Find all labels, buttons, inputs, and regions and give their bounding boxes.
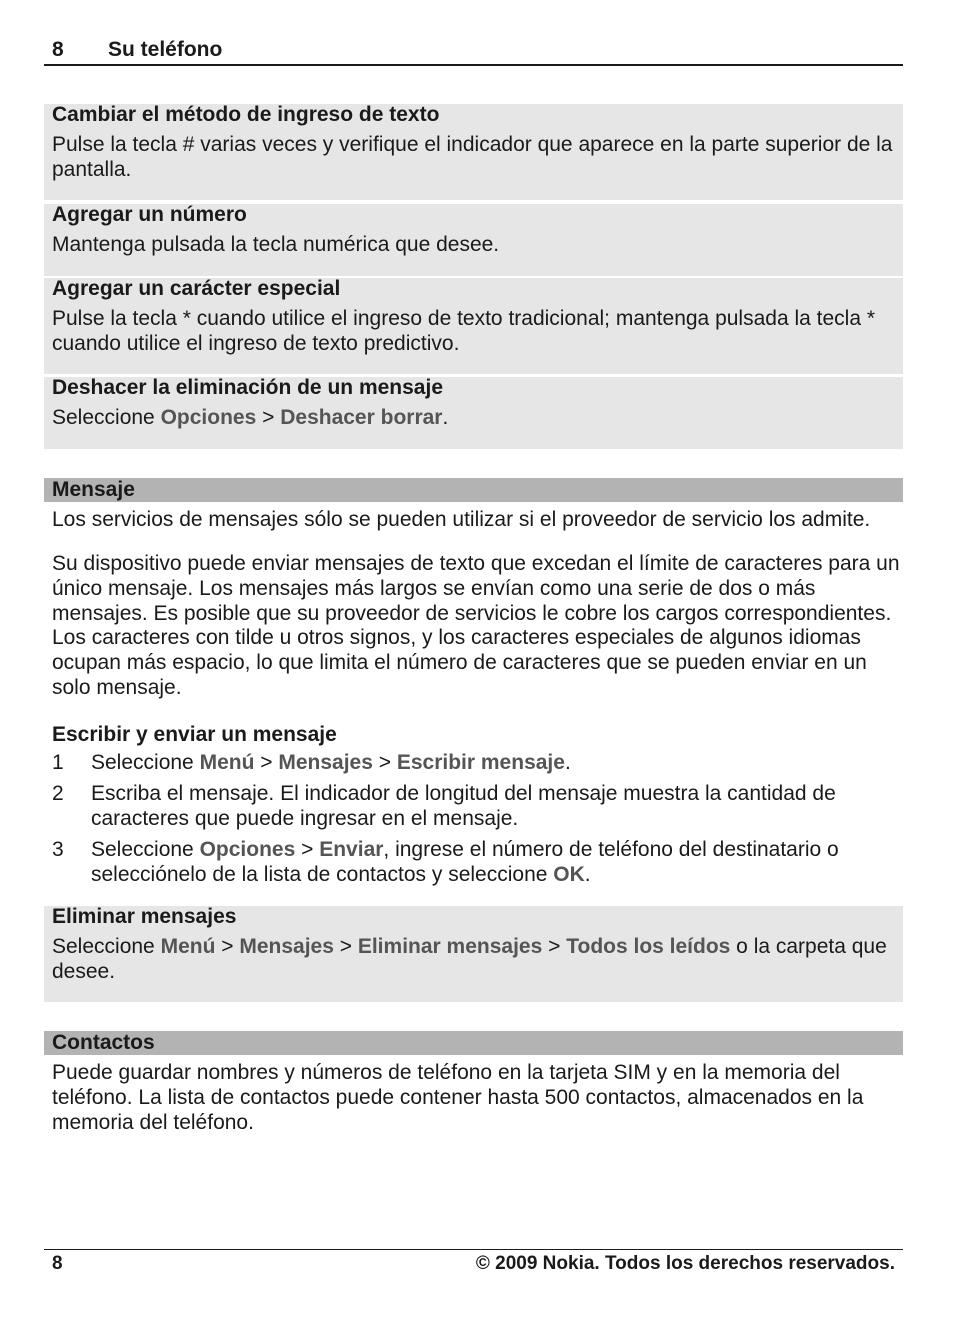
- body-text: , ingrese el número de teléfono del destinatario o selecciónelo de la lista de contactos y seleccione: [91, 838, 839, 886]
- body-text: Seleccione: [52, 935, 161, 958]
- ui-command-ok: OK: [553, 863, 585, 886]
- ui-command-escribir-mensaje: Escribir mensaje: [396, 751, 565, 774]
- path-separator: >: [542, 935, 567, 958]
- running-header: [44, 36, 903, 66]
- body-text: o la carpeta que desee.: [52, 935, 887, 983]
- ui-command-opciones: Opciones: [199, 838, 296, 861]
- tip-body: [52, 934, 895, 984]
- paragraph: Los servicios de mensajes sólo se pueden utilizar si el proveedor de servicio los admite.: [52, 508, 871, 531]
- section-heading-contactos: [44, 1031, 903, 1055]
- section-heading-text: Contactos: [52, 1031, 155, 1054]
- tip-eliminar-mensajes: [44, 906, 903, 1002]
- body-text: .: [584, 863, 591, 886]
- body-text: Seleccione: [52, 406, 161, 429]
- ui-command-mensajes: Mensajes: [278, 751, 373, 774]
- step-number: 3: [52, 838, 64, 861]
- path-separator: >: [295, 838, 320, 861]
- tip-body: [52, 405, 895, 430]
- body-text: .: [442, 406, 449, 429]
- path-separator: >: [215, 935, 240, 958]
- tip-title: Deshacer la eliminación de un mensaje: [52, 376, 443, 399]
- ui-command-enviar: Enviar: [319, 838, 384, 861]
- path-separator: >: [333, 935, 358, 958]
- body-text: Seleccione: [91, 838, 200, 861]
- step-text: [91, 750, 901, 775]
- tip-cambiar-metodo: [44, 104, 903, 200]
- ui-command-menu: Menú: [199, 751, 255, 774]
- header-page-number: 8: [52, 38, 64, 61]
- ui-command-eliminar-mensajes: Eliminar mensajes: [357, 935, 543, 958]
- tip-deshacer-eliminacion: [44, 377, 903, 449]
- subheading: Escribir y enviar un mensaje: [52, 723, 337, 746]
- paragraph: Puede guardar nombres y números de teléfono en la tarjeta SIM y en la memoria del teléfono. La lista de contactos puede contener hasta 500 contactos, almacenados en la memoria del teléfono.: [52, 1061, 864, 1134]
- body-text: .: [564, 751, 571, 774]
- section-heading-mensaje: [44, 478, 903, 502]
- tip-agregar-numero: [44, 204, 903, 276]
- running-footer: [44, 1249, 903, 1274]
- step-number: 2: [52, 782, 64, 805]
- section-heading-text: Mensaje: [52, 478, 135, 501]
- tip-title: Eliminar mensajes: [52, 905, 237, 928]
- tip-body: Pulse la tecla * cuando utilice el ingreso de texto tradicional; mantenga pulsada la tecla * cuando utilice el ingreso de texto predictivo.: [52, 307, 876, 355]
- tip-body: Mantenga pulsada la tecla numérica que desee.: [52, 233, 500, 256]
- ui-command-deshacer-borrar: Deshacer borrar: [280, 406, 443, 429]
- tip-title: Agregar un carácter especial: [52, 277, 341, 300]
- body-text: Seleccione: [91, 751, 200, 774]
- tip-title: Cambiar el método de ingreso de texto: [52, 103, 440, 126]
- step-text: Escriba el mensaje. El indicador de longitud del mensaje muestra la cantidad de caracteres que puede ingresar en el mensaje.: [91, 782, 836, 830]
- step-number: 1: [52, 751, 64, 774]
- path-separator: >: [256, 406, 281, 429]
- path-separator: >: [254, 751, 279, 774]
- header-section-title: Su teléfono: [108, 38, 223, 61]
- ui-command-todos-los-leidos: Todos los leídos: [566, 935, 731, 958]
- path-separator: >: [372, 751, 397, 774]
- ui-command-opciones: Opciones: [160, 406, 257, 429]
- tip-body: Pulse la tecla # varias veces y verifique el indicador que aparece en la parte superior de la pantalla.: [52, 133, 893, 181]
- copyright-notice: © 2009 Nokia. Todos los derechos reservados.: [475, 1253, 895, 1274]
- ui-command-mensajes: Mensajes: [239, 935, 334, 958]
- tip-caracter-especial: [44, 278, 903, 374]
- tip-title: Agregar un número: [52, 203, 247, 226]
- ui-command-menu: Menú: [160, 935, 216, 958]
- step-text: [91, 837, 901, 887]
- footer-page-number: 8: [52, 1253, 63, 1274]
- paragraph: Su dispositivo puede enviar mensajes de texto que excedan el límite de caracteres para un único mensaje. Los mensajes más largos se envían como una serie de dos o más mensajes. Es posible que su proveedor de servicios le cobre los cargos correspondientes. Los caracteres con tilde u otros signos, y los caracteres especiales de algunos idiomas ocupan más espacio, lo que limita el número de caracteres que se pueden enviar en un solo mensaje.: [52, 552, 900, 699]
